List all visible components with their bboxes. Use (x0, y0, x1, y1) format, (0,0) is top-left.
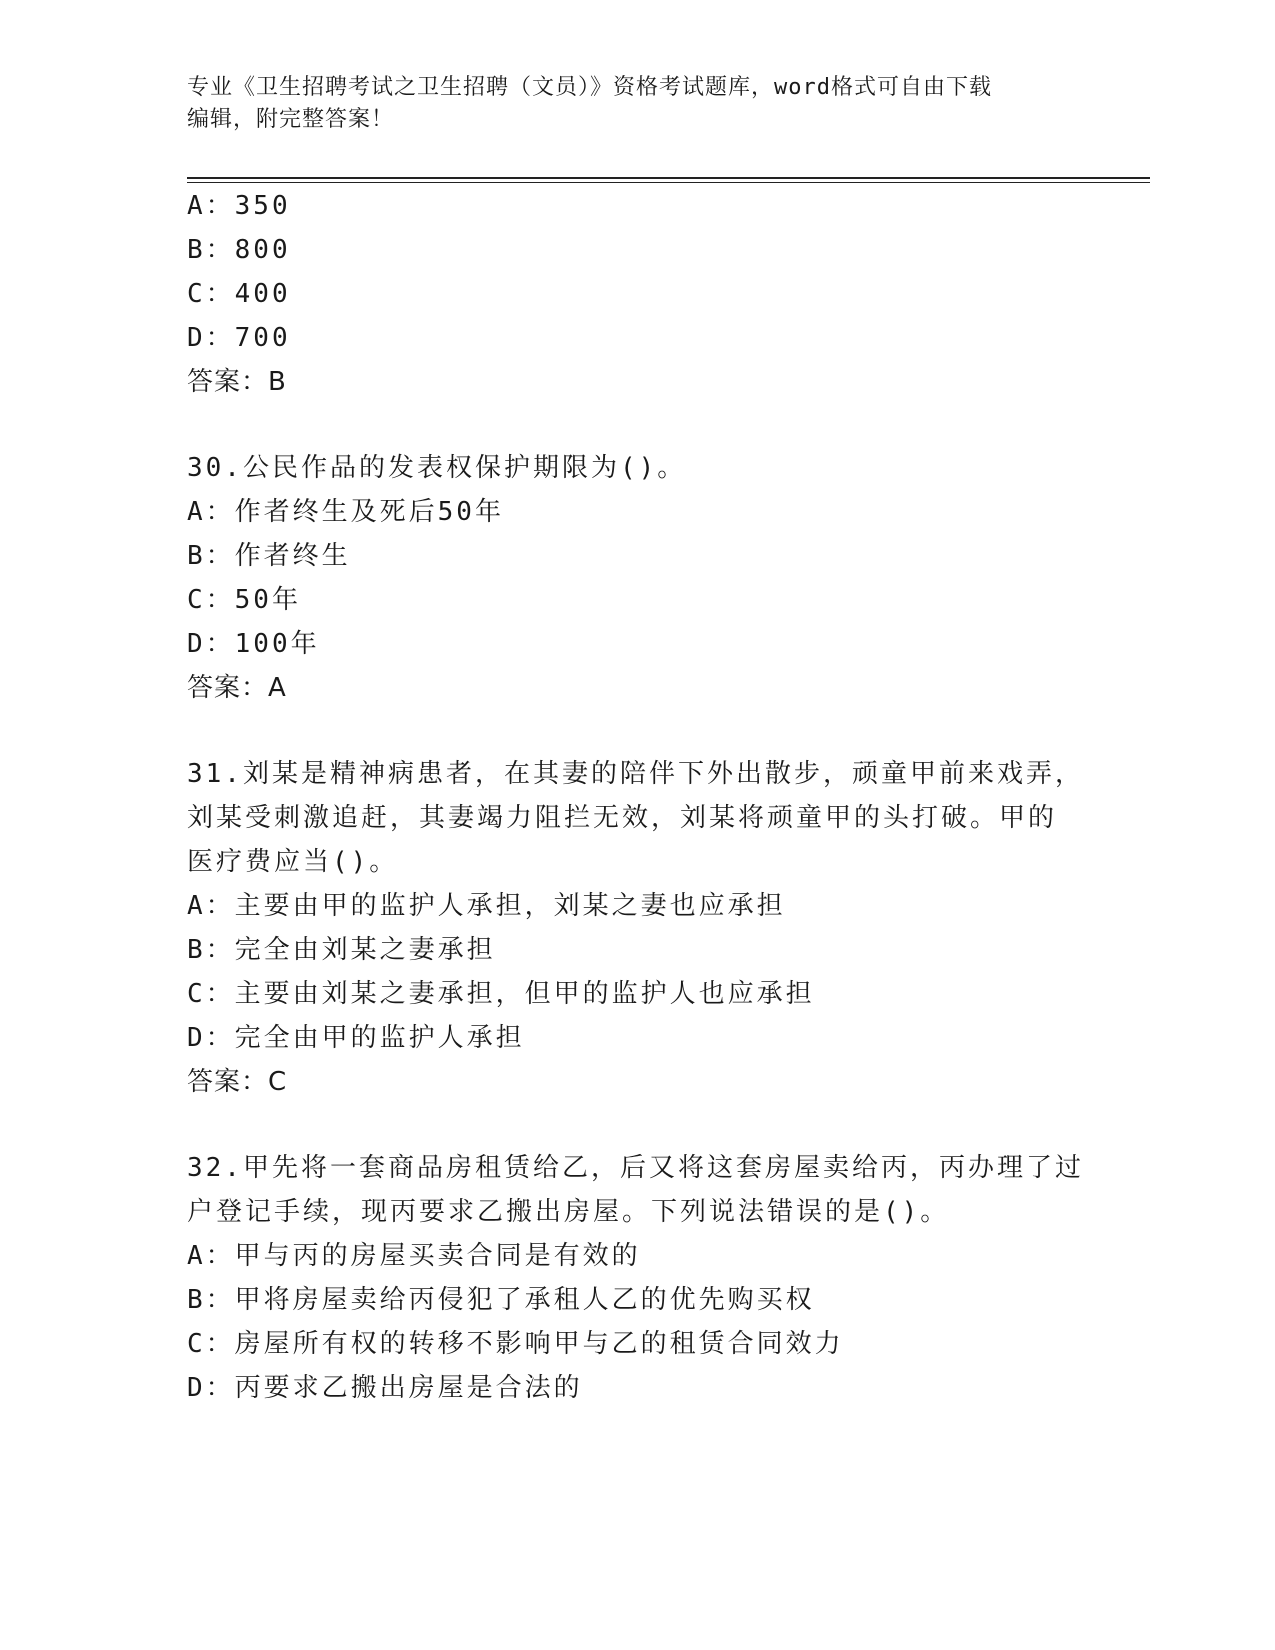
prev-option-a: A：350 (187, 191, 291, 221)
prev-option-b: B：800 (187, 235, 291, 265)
q32-stem-line-1: 32.甲先将一套商品房租赁给乙，后又将这套房屋卖给丙，丙办理了过 (187, 1153, 1084, 1183)
header-divider (187, 177, 1150, 179)
prev-option-d: D：700 (187, 323, 291, 353)
header-line-1: 专业《卫生招聘考试之卫生招聘（文员）》资格考试题库，word格式可自由下载 (187, 75, 992, 100)
document-header (187, 72, 1067, 136)
q31-stem-line-1: 31.刘某是精神病患者，在其妻的陪伴下外出散步，顽童甲前来戏弄， (187, 759, 1084, 789)
q31-stem-line-2: 刘某受刺激追赶，其妻竭力阻拦无效，刘某将顽童甲的头打破。甲的 (187, 803, 1058, 833)
q30-stem: 30.公民作品的发表权保护期限为()。 (187, 453, 687, 483)
q32-option-d: D：丙要求乙搬出房屋是合法的 (187, 1373, 583, 1403)
q32-stem-line-2: 户登记手续，现丙要求乙搬出房屋。下列说法错误的是()。 (187, 1197, 950, 1227)
q30-option-d: D：100年 (187, 629, 320, 659)
q31-answer: 答案：C (187, 1067, 288, 1097)
q32-option-a: A：甲与丙的房屋买卖合同是有效的 (187, 1241, 641, 1271)
q30-answer: 答案：A (187, 673, 287, 703)
q30-option-b: B：作者终生 (187, 541, 351, 571)
q31-stem-line-3: 医疗费应当()。 (187, 847, 399, 877)
header-divider-thin (187, 182, 1150, 183)
header-line-2: 编辑，附完整答案！ (187, 107, 395, 132)
q31-option-b: B：完全由刘某之妻承担 (187, 935, 496, 965)
q30-option-c: C：50年 (187, 585, 301, 615)
q31-option-c: C：主要由刘某之妻承担，但甲的监护人也应承担 (187, 979, 815, 1009)
q32-option-b: B：甲将房屋卖给丙侵犯了承租人乙的优先购买权 (187, 1285, 815, 1315)
q31-option-d: D：完全由甲的监护人承担 (187, 1023, 525, 1053)
prev-answer: 答案：B (187, 367, 287, 397)
q31-option-a: A：主要由甲的监护人承担，刘某之妻也应承担 (187, 891, 786, 921)
q30-option-a: A：作者终生及死后50年 (187, 497, 504, 527)
prev-option-c: C：400 (187, 279, 291, 309)
q32-option-c: C：房屋所有权的转移不影响甲与乙的租赁合同效力 (187, 1329, 844, 1359)
